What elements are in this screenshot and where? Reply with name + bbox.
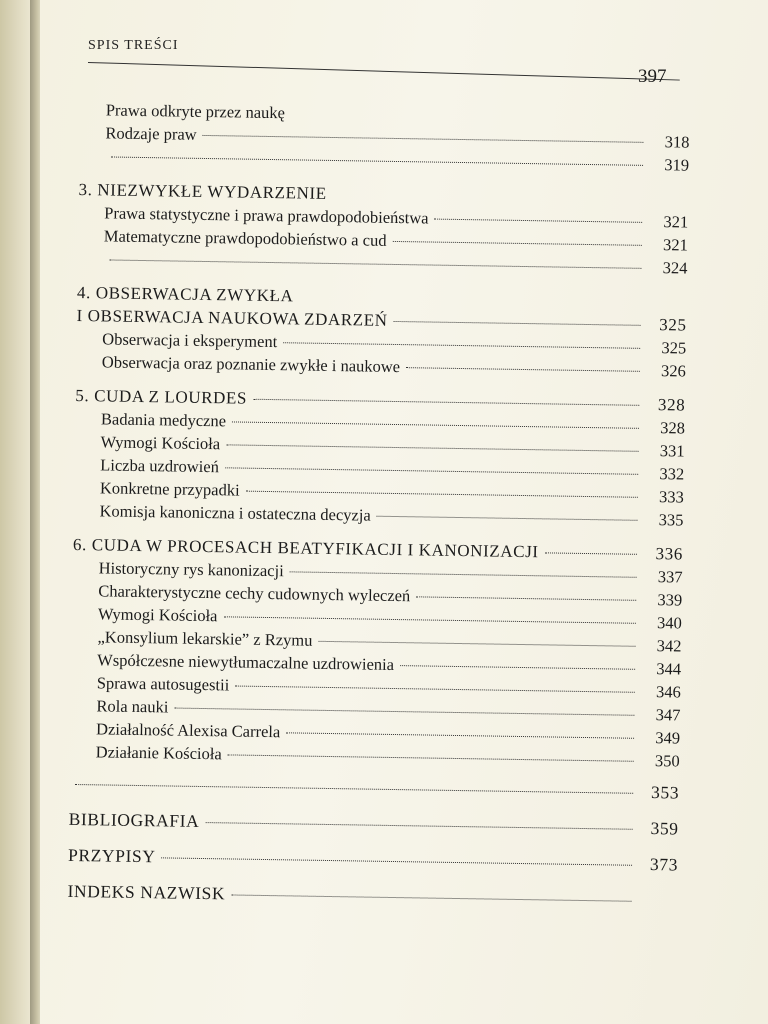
toc-entry-label: Matematyczne prawdopodobieństwo a cud — [103, 226, 387, 250]
dot-leader — [377, 516, 638, 521]
toc-entry-label: 4. OBSERWACJA ZWYKŁA — [76, 282, 294, 306]
dot-leader — [286, 732, 634, 738]
toc-entry-page: 346 — [655, 682, 681, 702]
toc-entry-page: 321 — [663, 212, 689, 232]
dot-leader — [435, 219, 643, 223]
toc-entry-page: 359 — [650, 818, 679, 839]
toc-entry-page: 350 — [654, 751, 680, 771]
toc-entry-page: 328 — [660, 418, 686, 438]
toc-entry-label: „Konsylium lekarskie” z Rzymu — [97, 627, 313, 650]
toc-entry-label: Działanie Kościoła — [95, 742, 222, 764]
toc-entry-label: 6. CUDA W PROCESACH BEATYFIKACJI I KANONIZACJI — [72, 534, 539, 562]
toc-entry-label: PRZYPISY — [67, 844, 156, 867]
dot-leader — [109, 259, 641, 268]
toc-entry-page: 347 — [655, 705, 681, 725]
dot-leader — [283, 342, 640, 349]
toc-entry-page: 333 — [658, 487, 684, 507]
running-header: SPIS TREŚCI — [88, 38, 179, 53]
toc-entry-page: 349 — [655, 728, 681, 748]
toc-entry-page: 339 — [657, 590, 683, 610]
toc-entry-page — [327, 199, 367, 200]
header-rule — [88, 62, 680, 81]
dot-leader — [406, 367, 640, 372]
toc-entry-label: 5. CUDA Z LOURDES — [75, 385, 248, 408]
dot-leader — [226, 444, 638, 451]
table-of-contents — [67, 100, 690, 926]
toc-entry-page — [285, 118, 325, 119]
toc-entry-label: Wymogi Kościoła — [100, 432, 221, 454]
toc-entry-page: 318 — [664, 132, 690, 152]
toc-entry-label: Charakterystyczne cechy cudownych wyleczeń — [98, 581, 411, 606]
dot-leader — [253, 399, 639, 406]
toc-entry-page: 335 — [658, 510, 684, 530]
dot-leader — [162, 857, 632, 865]
dot-leader — [223, 616, 635, 623]
book-page — [40, 0, 768, 1024]
toc-entry-page: 328 — [657, 395, 686, 415]
toc-entry-page — [293, 301, 333, 302]
dot-leader — [394, 321, 641, 326]
toc-entry-label: 3. NIEZWYKŁE WYDARZENIE — [78, 179, 327, 203]
dot-leader — [235, 686, 635, 693]
dot-leader — [545, 552, 637, 554]
toc-entry-label: Komisja kanoniczna i ostateczna decyzja — [99, 501, 371, 525]
dot-leader — [228, 754, 634, 761]
toc-entry-label: Rola nauki — [96, 696, 169, 717]
toc-entry-label: BIBLIOGRAFIA — [68, 808, 200, 831]
toc-entry-page: 373 — [649, 854, 679, 875]
toc-entry-page: 340 — [656, 613, 683, 633]
toc-entry-page: 337 — [657, 567, 683, 587]
toc-entry-label: Liczba uzdrowień — [100, 455, 220, 477]
toc-entry-page: 353 — [650, 782, 680, 803]
page-number: 397 — [638, 66, 667, 87]
toc-entry-label: Prawa statystyczne i prawa prawdopodobieństwa — [104, 203, 429, 228]
toc-end-sections — [67, 773, 679, 927]
toc-entry-label: Rodzaje praw — [105, 123, 197, 144]
dot-leader — [416, 596, 636, 600]
toc-entry-page: 319 — [664, 155, 690, 175]
toc-entry-label: Historyczny rys kanonizacji — [98, 558, 284, 581]
toc-entry-page: 336 — [655, 544, 684, 564]
toc-entry-label: Prawa odkryte przez naukę — [105, 100, 286, 123]
toc-entry-page — [637, 906, 677, 907]
toc-entry-page: 332 — [659, 464, 685, 484]
toc-entry-label: Działalność Alexisa Carrela — [95, 719, 281, 742]
dot-leader — [393, 241, 642, 246]
dot-leader — [246, 491, 638, 498]
toc-entry-page: 342 — [656, 636, 682, 656]
dot-leader — [203, 135, 644, 143]
dot-leader — [231, 894, 631, 901]
dot-leader — [232, 421, 639, 428]
toc-entry-page: 331 — [659, 441, 685, 461]
toc-entry-page: 325 — [659, 315, 687, 335]
dot-leader — [174, 708, 634, 716]
toc-lines — [69, 100, 689, 782]
toc-entry-label: INDEKS NAZWISK — [67, 880, 226, 904]
toc-entry-page: 324 — [662, 258, 688, 278]
toc-entry-label: Obserwacja i eksperyment — [102, 329, 278, 352]
dot-leader — [225, 467, 638, 474]
dot-leader — [290, 571, 637, 577]
toc-entry-label: Wymogi Kościoła — [97, 604, 218, 626]
toc-entry-page: 344 — [656, 659, 682, 679]
dot-leader — [205, 822, 632, 830]
dot-leader — [318, 641, 635, 647]
dot-leader — [111, 156, 643, 165]
toc-entry-page: 326 — [660, 361, 686, 381]
toc-entry-page: 321 — [662, 235, 688, 255]
toc-entry-page: 325 — [661, 338, 687, 358]
toc-entry-label: Współczesne niewytłumaczalne uzdrowienia — [97, 650, 395, 675]
toc-entry-label: Obserwacja oraz poznanie zwykłe i naukowe — [101, 352, 401, 377]
toc-entry-label: Badania medyczne — [100, 409, 227, 431]
toc-entry-label: I OBSERWACJA NAUKOWA ZDARZEŃ — [76, 305, 388, 330]
dot-leader — [75, 784, 633, 794]
dot-leader — [400, 665, 635, 670]
toc-entry-label: Konkretne przypadki — [99, 478, 240, 500]
toc-entry-label: Sprawa autosugestii — [96, 673, 230, 695]
